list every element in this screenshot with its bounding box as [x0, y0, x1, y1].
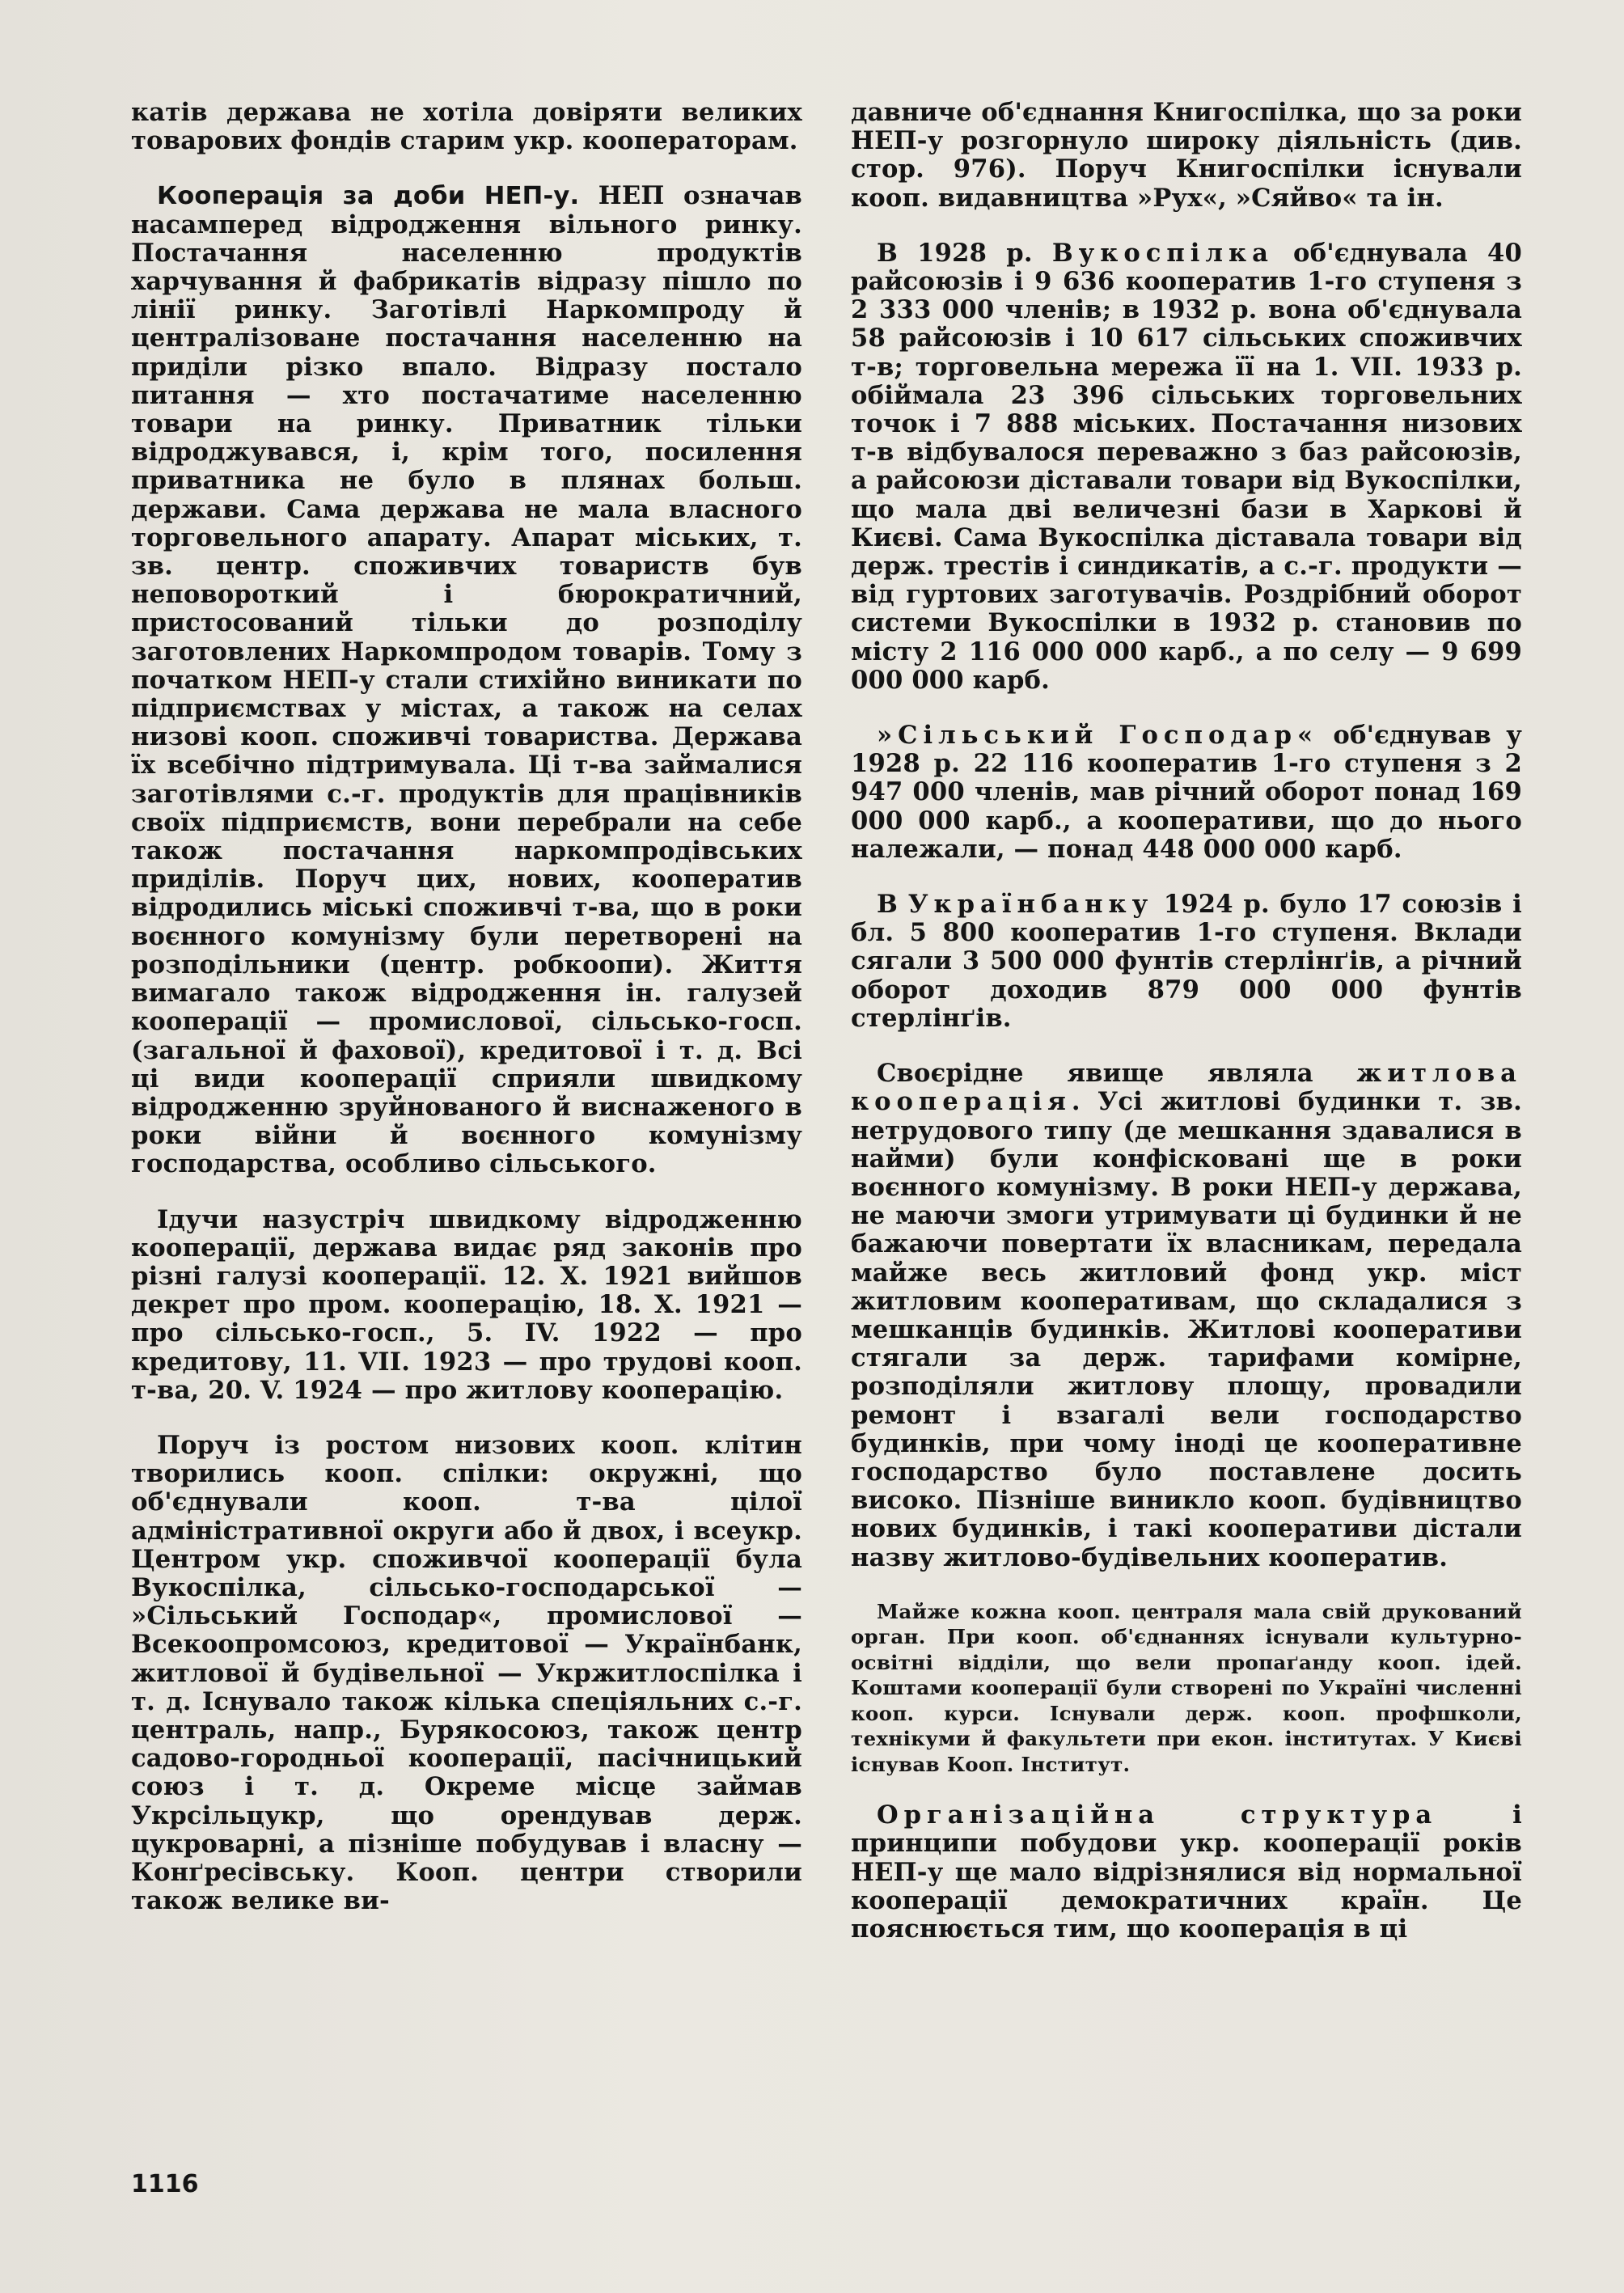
- paragraph-lead: Своєрідне явище являла: [877, 1059, 1357, 1089]
- paragraph-body: . Усі житлові будинки т. зв. нетрудового типу (де мешкання здавалися в найми) були конфісковані ще в роки воєнного комунізму. В роки НЕП-у держава, не маючи змоги утримувати ці будинки й не бажаючи повертати їх власникам, передала майже весь житловий фонд укр. міст житловим кооперативам, що складалися з мешканців будинків. Житлові кооперативи стягали за держ. тарифами комірне, розподіляли житлову площу, провадили ремонт і взагалі вели господарство будинків, при чому іноді це кооперативне господарство було поставлене досить високо. Пізніше виникло кооп. будівництво нових будинків, і такі кооперативи дістали назву житлово-будівельних кооператив.: [851, 1087, 1522, 1572]
- spaced-term: Організаційна структура: [877, 1800, 1438, 1830]
- spaced-term: житлова кооперація: [851, 1059, 1522, 1117]
- paragraph: давниче об'єднання Книгоспілка, що за роки НЕП-у розгорнуло широку діяльність (див. стор. 976). Поруч Книгоспілки існували кооп. видавництва »Рух«, »Сяйво« та ін.: [851, 98, 1522, 213]
- paragraph-body: об'єднував у 1928 р. 22 116 кооператив 1-го ступеня з 2 947 000 членів, мав річний оборот понад 169 000 000 карб., а кооперативи, що до нього належали, — понад 448 000 000 карб.: [851, 721, 1522, 864]
- page-number: 1116: [131, 2170, 199, 2198]
- paragraph-silskyi-hospodar: [851, 721, 1522, 864]
- paragraph: Поруч із ростом низових кооп. клітин творились кооп. спілки: окружні, що об'єднували кооп. т-ва цілої адміністративної округи або й двох, і всеукр. Центром укр. споживчої кооперації була Вукоспілка, сільсько-господарської — »Сільський Господар«, промислової — Всекоопромсоюз, кредитової — Українбанк, житлової й будівельної — Укржитлоспілка і т. д. Існувало також кілька спеціяльних с.-г. централь, напр., Бурякосоюз, також центр садово-городньої кооперації, пасічницький союз і т. д. Окреме місце займав Укрсільцукр, що орендував держ. цукроварні, а пізніше побудував і власну — Конґресівську. Кооп. центри створили також велике ви-: [131, 1430, 802, 1916]
- spaced-term: Вукоспілка: [1051, 238, 1274, 268]
- paragraph: Ідучи назустріч швидкому відродженню кооперації, держава видає ряд законів про різні галузі кооперації. 12. X. 1921 вийшов декрет про пром. кооперацію, 18. X. 1921 — про сільсько-госп., 5. IV. 1922 — про кредитову, 11. VII. 1923 — про трудові кооп. т-ва, 20. V. 1924 — про житлову кооперацію.: [131, 1204, 802, 1405]
- small-print-paragraph: Майже кожна кооп. централя мала свій друкований орган. При кооп. об'єднаннях існували культурно-освітні відділи, що вели пропаґанду кооп. ідей. Коштами кооперації були створені по Україні численні кооп. курси. Існували держ. кооп. профшколи, технікуми й факультети при екон. інститутах. У Києві існував Кооп. Інститут.: [851, 1599, 1522, 1776]
- section-heading: Кооперація за доби НЕП-у.: [157, 182, 580, 211]
- spaced-term: Українбанку: [907, 890, 1154, 920]
- paragraph-vukospilka: [851, 239, 1522, 695]
- spaced-term: »Сільський Господар«: [877, 721, 1319, 751]
- paragraph: катів держава не хотіла довіряти великих товарових фондів старим укр. кооператорам.: [131, 98, 802, 156]
- paragraph-body: об'єднувала 40 райсоюзів і 9 636 кооператив 1-го ступеня з 2 333 000 членів; в 1932 р. вона об'єднувала 58 райсоюзів і 10 617 сільських споживчих т-в; торговельна мережа її на 1. VII. 1933 р. обіймала 23 396 сільських торговельних точок і 7 888 міських. Постачання низових т-в відбувалося переважно з баз райсоюзів, а райсоюзи діставали товари від Вукоспілки, що мала дві величезні бази в Харкові й Києві. Сама Вукоспілка діставала товари від держ. трестів і синдикатів, а с.-г. продукти — від гуртових заготувачів. Роздрібний оборот системи Вукоспілки в 1932 р. становив по місту 2 116 000 000 карб., а по селу — 9 699 000 000 карб.: [851, 238, 1522, 695]
- left-column: [131, 99, 802, 1942]
- paragraph-body: і принципи побудови укр. кооперації років НЕП-у ще мало відрізнялися від нормальної кооперації демократичних країн. Це пояснюється тим, що кооперація в ці: [851, 1800, 1522, 1944]
- paragraph-nep-cooperation: [131, 182, 802, 1178]
- paragraph-lead: В: [877, 890, 908, 920]
- paragraph-body: НЕП означав насамперед відродження вільного ринку. Постачання населенню продуктів харчування й фабрикатів відразу пішло по лінії ринку. Заготівлі Наркомпроду й централізоване постачання населенню на приділи різко впало. Відразу постало питання — хто постачатиме населенню товари на ринку. Приватник тільки відроджувався, і, крім того, посилення приватника не було в плянах больш. держави. Сама держава не мала власного торговельного апарату. Апарат міських, т. зв. центр. споживчих товариств був неповороткий і бюрократичний, пристосований тільки до розподілу заготовлених Наркомпродом товарів. Тому з початком НЕП-у стали стихійно виникати по підприємствах у містах, а також на селах низові кооп. споживчі товариства. Держава їх всебічно підтримувала. Ці т-ва займалися заготівлями с.-г. продуктів для працівників своїх підприємств, вони перебрали на себе також постачання наркомпродівських приділів. Поруч цих, нових, кооператив відродились міські споживчі т-ва, що в роки воєнного комунізму були перетворені на розподільники (центр. робкоопи). Життя вимагало також відродження ін. галузей кооперації — промислової, сільсько-госп. (загальної й фахової), кредитової і т. д. Всі ці види кооперації сприяли швидкому відродженню зруйнованого й виснаженого в роки війни й воєнного комунізму господарства, особливо сільського.: [131, 181, 802, 1179]
- paragraph-lead: В 1928 р.: [877, 238, 1052, 268]
- paragraph-housing-cooperation: [851, 1060, 1522, 1572]
- paragraph-body: 1924 р. було 17 союзів і бл. 5 800 кооператив 1-го ступеня. Вклади сягали 3 500 000 фунтів стерлінґів, а річний оборот доходив 879 000 000 фунтів стерлінґів.: [851, 890, 1522, 1033]
- paragraph-organizational-structure: [851, 1801, 1522, 1944]
- paragraph-ukrainbank: [851, 891, 1522, 1033]
- right-column: [851, 99, 1522, 1970]
